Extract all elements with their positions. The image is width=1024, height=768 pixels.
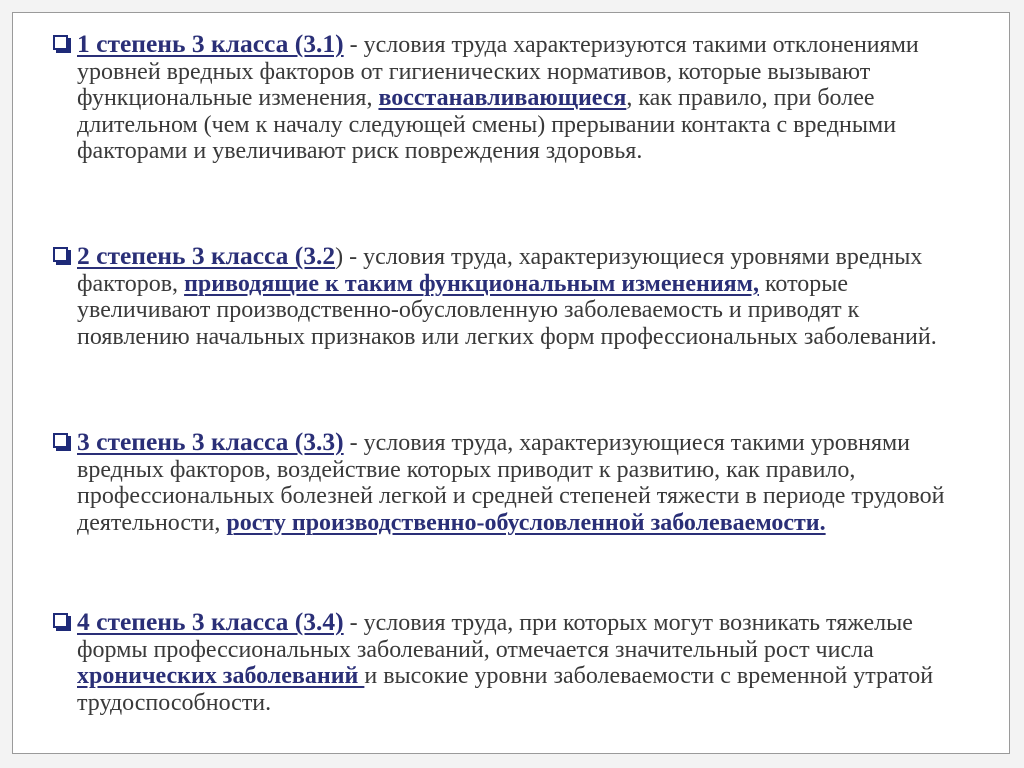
item-text: - условия труда, характеризующиеся такими уровнями вредных факторов, воздействие которых приводит к развитию, как правило, профессиональных болезней легкой и средней степеней тяжести в периоде трудовой деятельности, bbox=[77, 430, 945, 536]
item-emphasis: росту производственно-обусловленной заболеваемости. bbox=[226, 509, 826, 536]
item-text: - условия труда характеризуются такими отклонениями уровней вредных факторов от гигиенических нормативов, которые вызывают функциональные изменения, bbox=[77, 32, 919, 111]
checkbox-bullet-icon bbox=[53, 247, 68, 262]
item-heading: 3 степень 3 класса (3.3) bbox=[77, 427, 344, 456]
item-emphasis: хронических заболеваний bbox=[77, 663, 365, 689]
item-emphasis: восстанавливающиеся bbox=[378, 85, 627, 111]
item-heading: 1 степень 3 класса (3.1) bbox=[77, 29, 344, 58]
item-heading: 2 степень 3 класса (3.2 bbox=[77, 241, 336, 270]
item-text: - условия труда, при которых могут возникать тяжелые формы профессиональных заболеваний, отмечается значительный рост числа bbox=[77, 610, 913, 663]
item-paragraph bbox=[77, 609, 977, 716]
item-paragraph bbox=[77, 429, 977, 536]
item-paragraph bbox=[77, 31, 977, 165]
item-text: которые увеличивают производственно-обусловленную заболеваемость и приводят к появлению начальных признаков или легких форм профессиональных заболеваний. bbox=[77, 270, 937, 350]
checkbox-bullet-icon bbox=[53, 613, 68, 628]
item-heading-tail: ) bbox=[335, 244, 344, 270]
item-emphasis: приводящие к таким функциональным изменениям, bbox=[184, 270, 759, 297]
checkbox-bullet-icon bbox=[53, 35, 68, 50]
item-text: , как правило, при более длительном (чем к началу следующей смены) прерывании контакта с вредными факторами и увеличивают риск повреждения здоровья. bbox=[77, 85, 897, 164]
item-text: - условия труда, характеризующиеся уровнями вредных факторов, bbox=[77, 244, 923, 297]
slide-frame bbox=[12, 12, 1010, 754]
item-paragraph bbox=[77, 243, 977, 350]
checkbox-bullet-icon bbox=[53, 433, 68, 448]
item-text: и высокие уровни заболеваемости с временной утратой трудоспособности. bbox=[77, 663, 934, 716]
item-heading: 4 степень 3 класса (3.4) bbox=[77, 607, 344, 636]
